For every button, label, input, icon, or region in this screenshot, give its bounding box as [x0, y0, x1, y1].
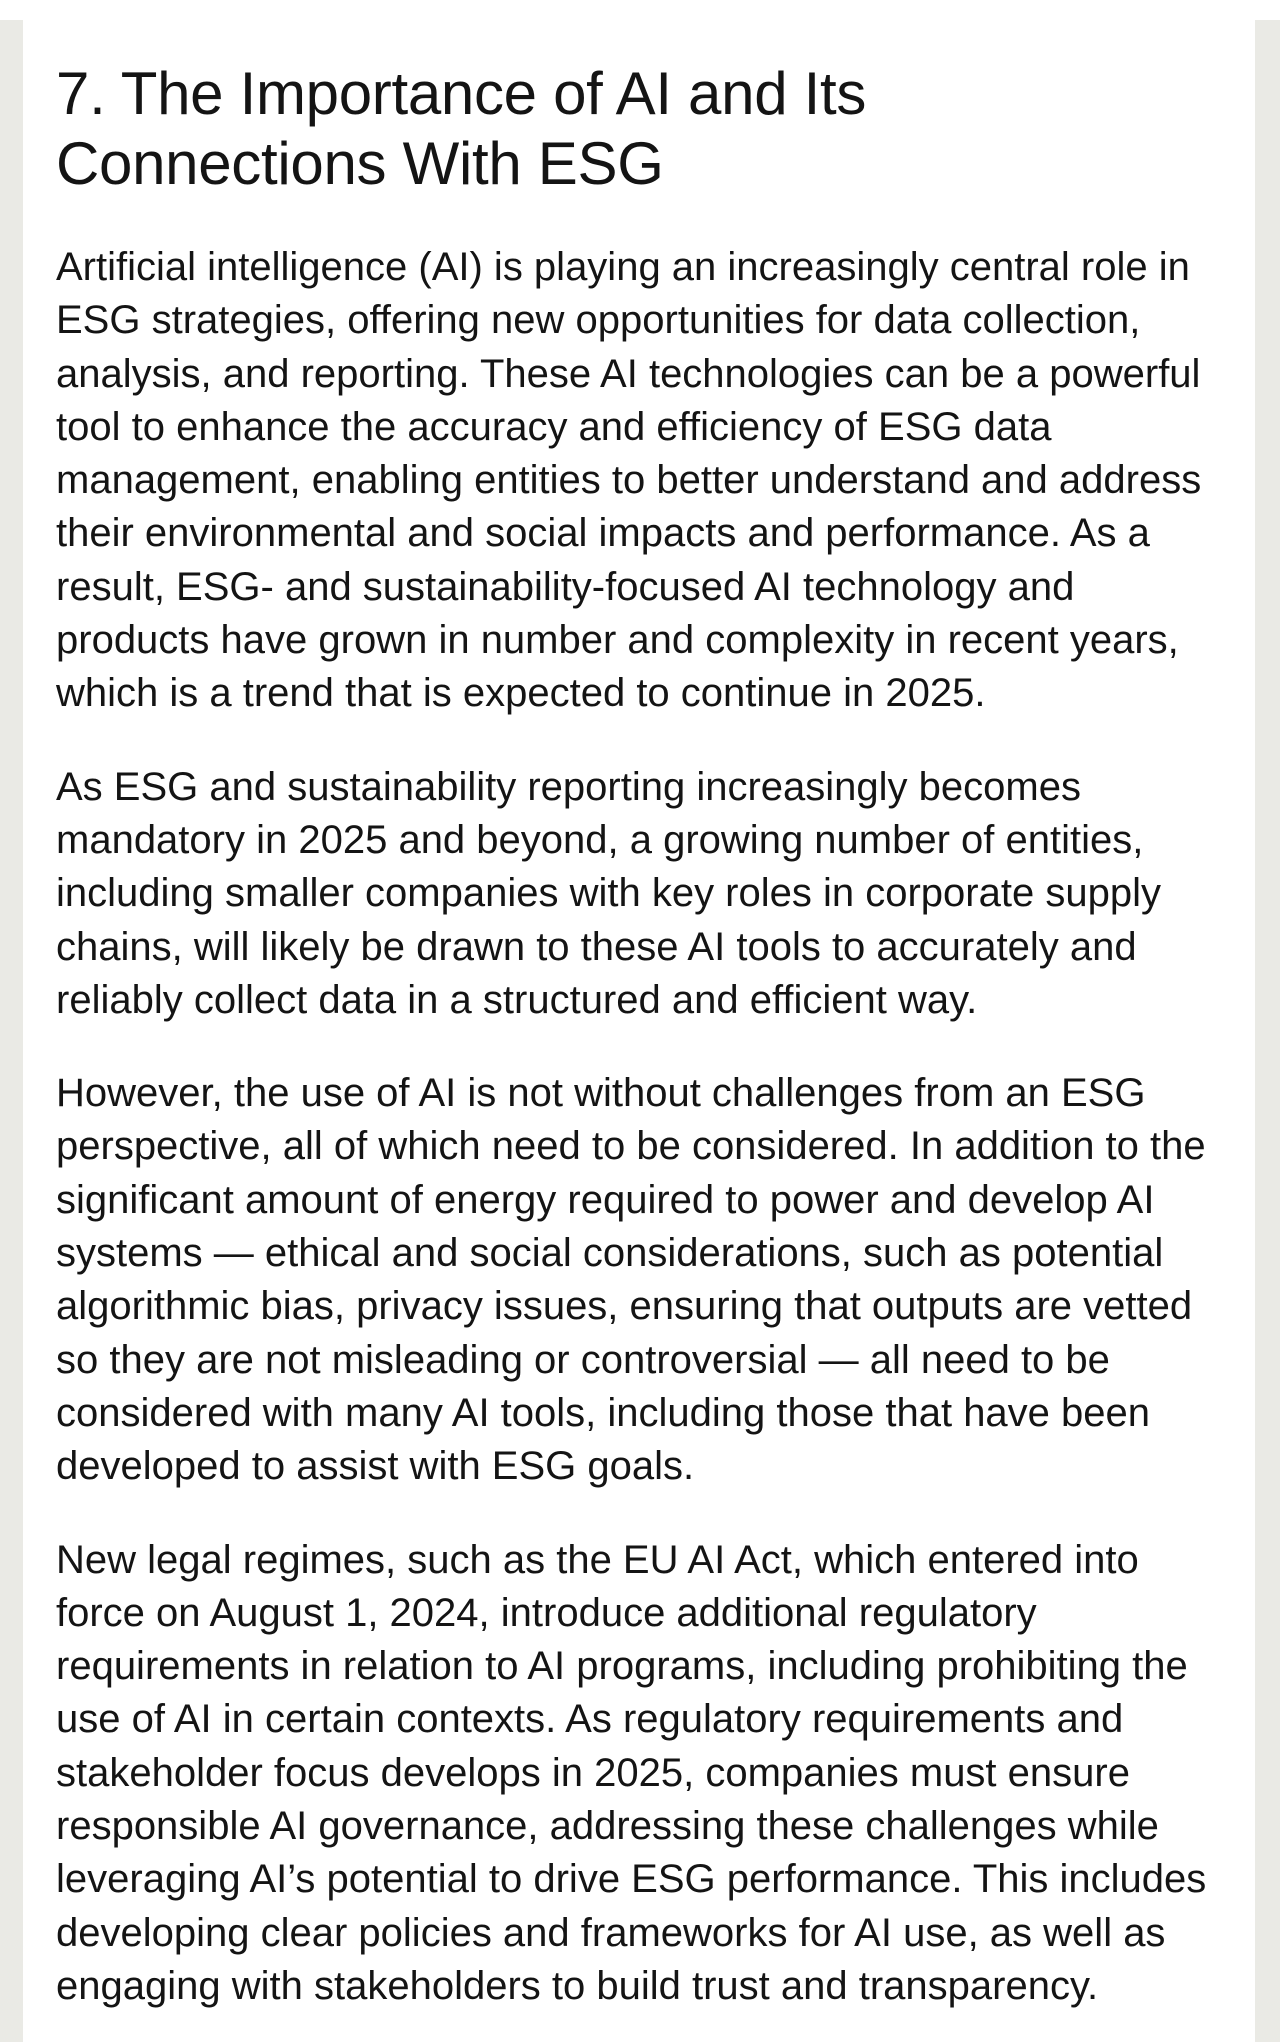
text-line: reliably collect data in a structured and efficient way.	[56, 977, 978, 1022]
text-line: analysis, and reporting. These AI technologies can be a powerful	[56, 351, 1201, 396]
paragraph-2	[56, 761, 1222, 1027]
text-line: leveraging AI’s potential to drive ESG performance. This includes	[56, 1857, 1207, 1902]
text-line: responsible AI governance, addressing these challenges while	[56, 1804, 1159, 1849]
text-line: Artificial intelligence (AI) is playing an increasingly central role in	[56, 245, 1190, 289]
text-line: result, ESG- and sustainability-focused AI technology and	[56, 564, 1075, 609]
text-line: requirements in relation to AI programs, including prohibiting the	[56, 1644, 1188, 1689]
text-line: However, the use of AI is not without challenges from an ESG	[56, 1071, 1146, 1116]
text-line: significant amount of energy required to power and develop AI	[56, 1177, 1155, 1222]
text-line: considered with many AI tools, including those that have been	[56, 1390, 1151, 1435]
heading-line: Connections With ESG	[56, 130, 664, 197]
heading-line: 7. The Importance of AI and Its	[56, 60, 867, 127]
text-line: products have grown in number and complexity in recent years,	[56, 618, 1179, 663]
text-line: force on August 1, 2024, introduce additional regulatory	[56, 1590, 1037, 1635]
text-line: mandatory in 2025 and beyond, a growing number of entities,	[56, 817, 1144, 862]
paragraph-4	[56, 1534, 1222, 2014]
text-line: engaging with stakeholders to build trust and transparency.	[56, 1963, 1099, 2008]
text-line: perspective, all of which need to be considered. In addition to the	[56, 1124, 1206, 1169]
text-line: including smaller companies with key roles in corporate supply	[56, 871, 1161, 916]
paragraph-3	[56, 1067, 1222, 1493]
section-heading	[56, 59, 1222, 199]
page-background	[0, 20, 1280, 2042]
text-line: algorithmic bias, privacy issues, ensuring that outputs are vetted	[56, 1284, 1193, 1329]
text-line: their environmental and social impacts and performance. As a	[56, 511, 1150, 556]
text-line: use of AI in certain contexts. As regulatory requirements and	[56, 1697, 1124, 1742]
text-line: stakeholder focus develops in 2025, companies must ensure	[56, 1750, 1130, 1795]
text-line: so they are not misleading or controversial — all need to be	[56, 1337, 1110, 1382]
text-line: systems — ethical and social considerations, such as potential	[56, 1231, 1164, 1276]
text-line: developed to assist with ESG goals.	[56, 1444, 695, 1489]
text-line: ESG strategies, offering new opportunities for data collection,	[56, 298, 1141, 343]
text-line: which is a trend that is expected to continue in 2025.	[56, 671, 986, 716]
text-line: management, enabling entities to better understand and address	[56, 458, 1202, 503]
text-line: New legal regimes, such as the EU AI Act, which entered into	[56, 1537, 1139, 1582]
text-line: chains, will likely be drawn to these AI tools to accurately and	[56, 924, 1137, 969]
text-line: developing clear policies and frameworks for AI use, as well as	[56, 1910, 1166, 1955]
article-card	[23, 20, 1255, 2042]
text-line: tool to enhance the accuracy and efficiency of ESG data	[56, 404, 1052, 449]
paragraph-1	[56, 241, 1222, 721]
text-line: As ESG and sustainability reporting increasingly becomes	[56, 764, 1081, 809]
